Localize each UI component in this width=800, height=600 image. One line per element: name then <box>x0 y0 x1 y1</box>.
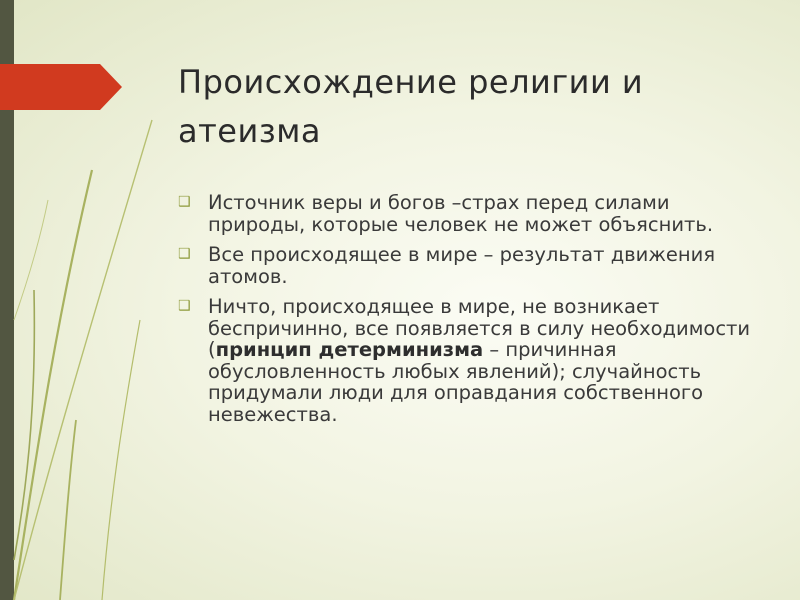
bullet-marker-icon: ❑ <box>178 194 191 210</box>
accent-arrow-shape <box>0 64 125 110</box>
bullet-text: Ничто, происходящее в мире, не возникает беспричинно, все появляется в силу необходимости ( <box>208 295 751 361</box>
bullet-text: Источник веры и богов –страх перед силами природы, которые человек не может объяснить. <box>208 191 714 236</box>
bullet-marker-icon: ❑ <box>178 246 191 262</box>
slide-title: Происхождение религии и атеизма <box>178 63 644 150</box>
bullet-marker-icon: ❑ <box>178 298 191 314</box>
bullet-item <box>178 296 758 425</box>
bullet-list <box>178 192 758 434</box>
bullet-text: Все происходящее в мире – результат движения атомов. <box>208 243 716 288</box>
bullet-emphasis: принцип детерминизма <box>215 338 484 361</box>
bullet-item <box>178 244 758 287</box>
bullet-item <box>178 192 758 235</box>
bullet-text: – причинная обусловленность любых явлений); случайность придумали люди для оправдания собственного невежества. <box>208 338 704 426</box>
